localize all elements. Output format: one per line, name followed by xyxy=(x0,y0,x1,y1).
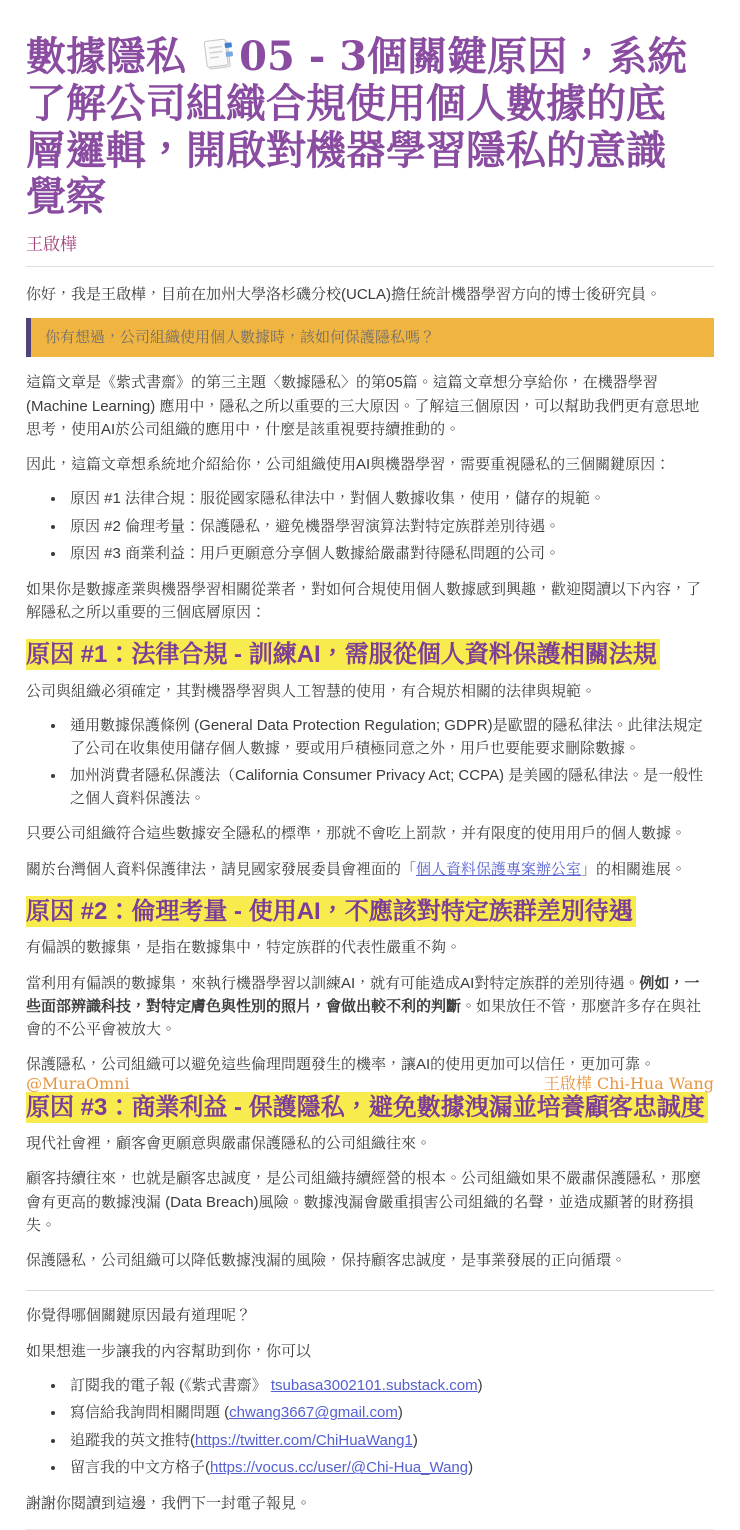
section-3-heading-highlight: 原因 #3：商業利益 - 保護隱私，避免數據洩漏並培養顧客忠誠度 xyxy=(26,1092,708,1123)
action-text: 留言我的中文方格子( xyxy=(70,1459,210,1477)
outro-question: 你覺得哪個關鍵原因最有道理呢？ xyxy=(26,1307,252,1325)
action-text: ) xyxy=(397,1404,403,1422)
header-divider xyxy=(26,266,714,267)
page-title xyxy=(26,34,702,221)
vocus-link[interactable]: https://vocus.cc/user/@Chi-Hua_Wang xyxy=(210,1459,469,1477)
bias-text-pre: 當利用有偏誤的數據集，來執行機器學習以訓練AI，就有可能造成AI對特定族群的差別待遇。 xyxy=(26,974,640,992)
bookmark-tabs-icon xyxy=(199,35,237,73)
action-text: 追蹤我的英文推特( xyxy=(70,1431,195,1449)
section-2-paragraph-1: 有偏誤的數據集，是指在數據集中，特定族群的代表性嚴重不夠。 xyxy=(26,939,462,957)
twitter-link[interactable]: https://twitter.com/ChiHuaWang1 xyxy=(195,1431,413,1449)
action-item-twitter xyxy=(66,1430,714,1453)
action-text: 寫信給我詢問相關問題 ( xyxy=(70,1404,230,1422)
section-3-paragraph-1: 現代社會裡，顧客會更願意與嚴肅保護隱私的公司組織往來。 xyxy=(26,1135,432,1153)
action-list xyxy=(26,1375,714,1480)
title-text-pre: 數據隱私 xyxy=(26,35,198,79)
law-list-item-ccpa: • 加州消費者隱私保護法（California Consumer Privacy Act; CCPA) 是美國的隱私律法。是一般性之個人資料保護法。 xyxy=(66,765,714,810)
action-text: ) xyxy=(468,1459,474,1477)
page-footer xyxy=(26,1071,714,1094)
taiwan-text-pre: 關於台灣個人資料保護律法，請見國家發展委員會裡面的「 xyxy=(26,860,417,878)
reason-list-item: • 原因 #1 法律合規：服從國家隱私律法中，對個人數據收集，使用，儲存的規範。 xyxy=(66,488,714,511)
section-1-heading xyxy=(26,638,714,672)
taiwan-text-post: 」的相關進展。 xyxy=(581,860,687,878)
greeting-paragraph: 你好，我是王啟樺，目前在加州大學洛杉磯分校(UCLA)擔任統計機器學習方向的博士後研究員。 xyxy=(26,286,662,304)
law-list xyxy=(26,715,714,810)
section-2-paragraph-2 xyxy=(26,972,714,1042)
author-name: 王啟樺 xyxy=(26,235,77,255)
action-item-newsletter xyxy=(66,1375,714,1398)
intro-paragraph-2: 因此，這篇文章想系統地介紹給你，公司組織使用AI與機器學習，需要重視隱私的三個關鍵原因： xyxy=(26,456,671,474)
reason-list-item: • 原因 #3 商業利益：用戶更願意分享個人數據給嚴肅對待隱私問題的公司。 xyxy=(66,543,714,566)
section-1-paragraph-1: 公司與組織必須確定，其對機器學習與人工智慧的使用，有合規於相關的法律與規範。 xyxy=(26,683,597,701)
outro-divider xyxy=(26,1290,714,1291)
outro-lead: 如果想進一步讓我的內容幫助到你，你可以 xyxy=(26,1342,312,1360)
bias-text-bold: 例如，一些面部辨識科技，對特定膚色與性別的照片，會做出較不利的判斷 xyxy=(26,974,700,1015)
section-2-heading-highlight: 原因 #2：倫理考量 - 使用AI，不應該對特定族群差別待遇 xyxy=(26,896,636,927)
law-list-item-gdpr: • 通用數據保護條例 (General Data Protection Regulation; GDPR)是歐盟的隱私律法。此律法規定了公司在收集使用儲存個人數據，要或用戶積極同意之外，用戶也要能要求刪除數據。 xyxy=(66,715,714,760)
highlight-quote: 你有想過，公司組織使用個人數據時，該如何保護隱私嗎？ xyxy=(26,318,714,357)
section-3-heading xyxy=(26,1091,714,1125)
reason-list-item: • 原因 #2 倫理考量：保護隱私，避免機器學習演算法對特定族群差別待遇。 xyxy=(66,516,714,539)
section-1-heading-highlight: 原因 #1：法律合規 - 訓練AI，需服從個人資料保護相關法規 xyxy=(26,639,660,670)
title-issue-number: 05 - 3 xyxy=(239,33,368,80)
footer-handle: @MuraOmni xyxy=(26,1074,130,1093)
action-text: 訂閱我的電子報 (《紫式書齋》 xyxy=(70,1376,271,1394)
section-2-paragraph-3: 保護隱私，公司組織可以避免這些倫理問題發生的機率，讓AI的使用更加可以信任，更加可靠。 xyxy=(26,1056,656,1074)
email-link[interactable]: chwang3667@gmail.com xyxy=(229,1404,398,1422)
section-2-heading xyxy=(26,895,714,929)
action-text: ) xyxy=(412,1431,418,1449)
action-item-vocus xyxy=(66,1457,714,1480)
title-text-rest: 個關鍵原因，系統了解公司組織合規使用個人數據的底層邏輯，開啟對機器學習隱私的意識覺察 xyxy=(26,35,688,220)
action-text: ) xyxy=(477,1376,483,1394)
section-1-paragraph-3 xyxy=(26,858,714,881)
thanks-paragraph: 謝謝你閱讀到這邊，我們下一封電子報見。 xyxy=(26,1494,312,1512)
reasons-summary-list xyxy=(26,488,714,566)
intro-paragraph-1: 這篇文章是《紫式書齋》的第三主題〈數據隱私〉的第05篇。這篇文章想分享給你，在機器學習 (Machine Learning) 應用中，隱私之所以重要的三大原因。了解這三個原因，可以幫助我們更有意思地思考，使用AI於公司組織的應用中，什麼是該重視要持續推動的。 xyxy=(26,374,700,438)
intro-paragraph-3: 如果你是數據產業與機器學習相關從業者，對如何合規使用個人數據感到興趣，歡迎閱讀以下內容，了解隱私之所以重要的三個底層原因： xyxy=(26,580,702,622)
footer-author: 王啟樺 Chi-Hua Wang xyxy=(543,1074,714,1093)
action-item-email xyxy=(66,1402,714,1425)
pdpo-link[interactable]: 個人資料保護專案辦公室 xyxy=(416,860,582,878)
bias-text-post: 。如果放任不管，那麼許多存在與社會的不公平會被放大。 xyxy=(26,997,702,1039)
section-3-paragraph-2: 顧客持續往來，也就是顧客忠誠度，是公司組織持續經營的根本。公司組織如果不嚴肅保護隱私，那麼會有更高的數據洩漏 (Data Breach)風險。數據洩漏會嚴重損害公司組織的名聲，並造成顯著的財務損失。 xyxy=(26,1170,702,1234)
section-1-paragraph-2: 只要公司組織符合這些數據安全隱私的標準，那就不會吃上罰款，并有限度的使用用戶的個人數據。 xyxy=(26,825,687,843)
substack-link[interactable]: tsubasa3002101.substack.com xyxy=(270,1376,478,1394)
section-3-paragraph-3: 保護隱私，公司組織可以降低數據洩漏的風險，保持顧客忠誠度，是事業發展的正向循環。 xyxy=(26,1252,627,1270)
